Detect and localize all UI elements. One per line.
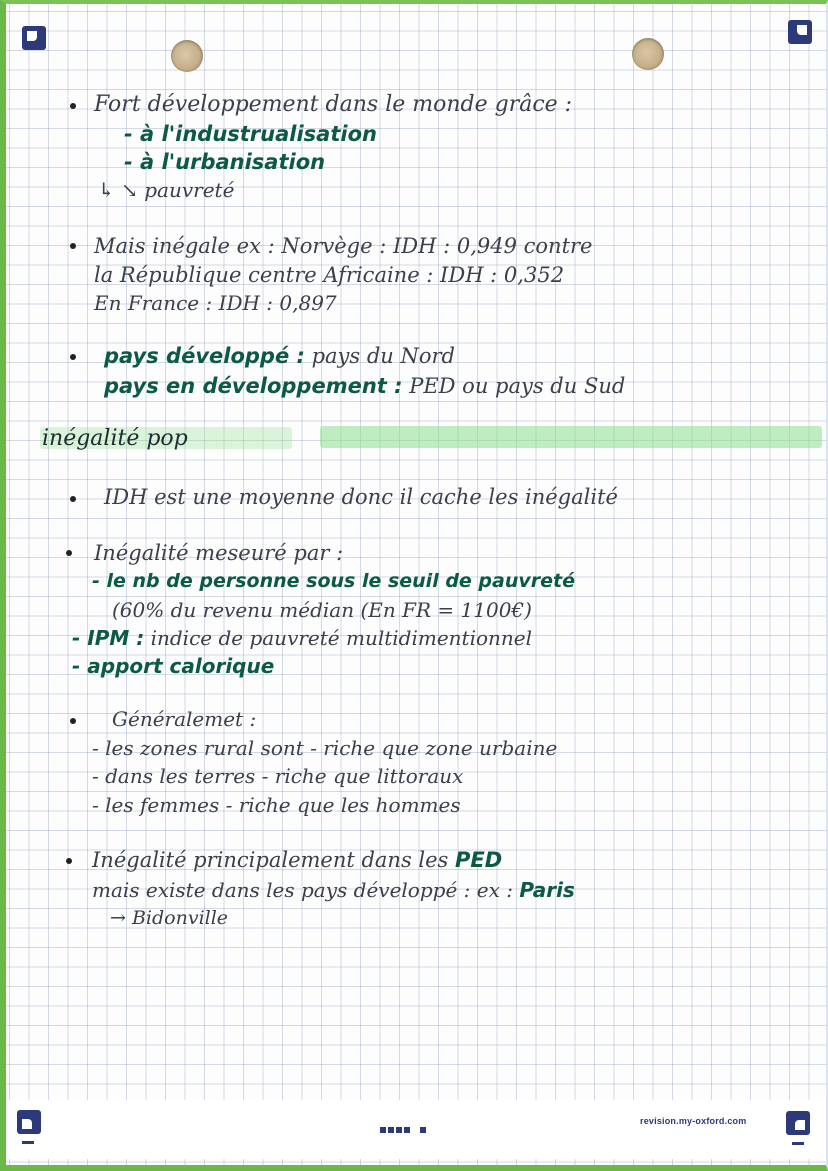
corner-mark-icon bbox=[788, 20, 812, 44]
note-line bbox=[104, 346, 455, 367]
note-line: - le nb de personne sous le seuil de pauvreté bbox=[92, 570, 575, 592]
note-text: Inégalité principalement dans les bbox=[92, 848, 456, 872]
definition: PED ou pays du Sud bbox=[402, 374, 626, 398]
note-line: Fort développement dans le monde grâce : bbox=[94, 92, 573, 117]
note-line bbox=[104, 376, 625, 397]
brand-dots-icon bbox=[380, 1118, 428, 1125]
note-line: - les zones rural sont - riche que zone urbaine bbox=[92, 736, 558, 760]
term: Paris bbox=[519, 878, 575, 902]
note-line: ↳ ↘ pauvreté bbox=[98, 178, 235, 202]
bullet-icon bbox=[70, 103, 76, 109]
footer-site-link[interactable]: revision.my-oxford.com bbox=[640, 1116, 747, 1126]
note-line: - à l'urbanisation bbox=[124, 150, 326, 174]
bullet-icon bbox=[66, 550, 72, 556]
note-line: la République centre Africaine : IDH : 0,352 bbox=[94, 263, 565, 287]
bullet-icon bbox=[70, 243, 76, 249]
section-heading: inégalité pop bbox=[42, 426, 188, 451]
note-line: En France : IDH : 0,897 bbox=[94, 291, 337, 315]
note-line: (60% du revenu médian (En FR = 1100€) bbox=[112, 598, 532, 622]
term: pays en développement : bbox=[104, 374, 403, 398]
note-line: Mais inégale ex : Norvège : IDH : 0,949 contre bbox=[94, 234, 593, 258]
bullet-icon bbox=[66, 858, 72, 864]
note-line: - dans les terres - riche que littoraux bbox=[92, 764, 464, 788]
punch-hole bbox=[171, 40, 203, 72]
bullet-icon bbox=[70, 496, 76, 502]
note-line: - les femmes - riche que les hommes bbox=[92, 793, 461, 817]
corner-bar-icon bbox=[792, 1142, 804, 1145]
definition: pays du Nord bbox=[304, 344, 456, 368]
note-line: - à l'industrualisation bbox=[124, 122, 377, 146]
term: - IPM : bbox=[72, 626, 145, 650]
punch-hole bbox=[632, 38, 664, 70]
note-text: mais existe dans les pays développé : ex : bbox=[92, 878, 520, 902]
note-line bbox=[72, 628, 532, 648]
footer-bar bbox=[6, 1100, 826, 1159]
term: PED bbox=[455, 848, 503, 872]
note-line: Généralemet : bbox=[112, 707, 257, 731]
corner-bar-icon bbox=[22, 1141, 34, 1144]
corner-mark-icon bbox=[17, 1110, 41, 1134]
note-line bbox=[92, 880, 575, 900]
note-line: → Bidonville bbox=[110, 907, 229, 929]
bullet-icon bbox=[70, 718, 76, 724]
corner-mark-icon bbox=[22, 26, 46, 50]
corner-mark-icon bbox=[786, 1111, 810, 1135]
note-line: Inégalité meseuré par : bbox=[94, 541, 344, 565]
term: pays développé : bbox=[104, 344, 305, 368]
highlighter-mark bbox=[320, 426, 822, 448]
bullet-icon bbox=[70, 354, 76, 360]
note-line: - apport calorique bbox=[72, 654, 275, 678]
definition: indice de pauvreté multidimentionnel bbox=[144, 626, 533, 650]
note-line: IDH est une moyenne donc il cache les inégalité bbox=[104, 485, 618, 509]
note-line bbox=[92, 850, 502, 871]
